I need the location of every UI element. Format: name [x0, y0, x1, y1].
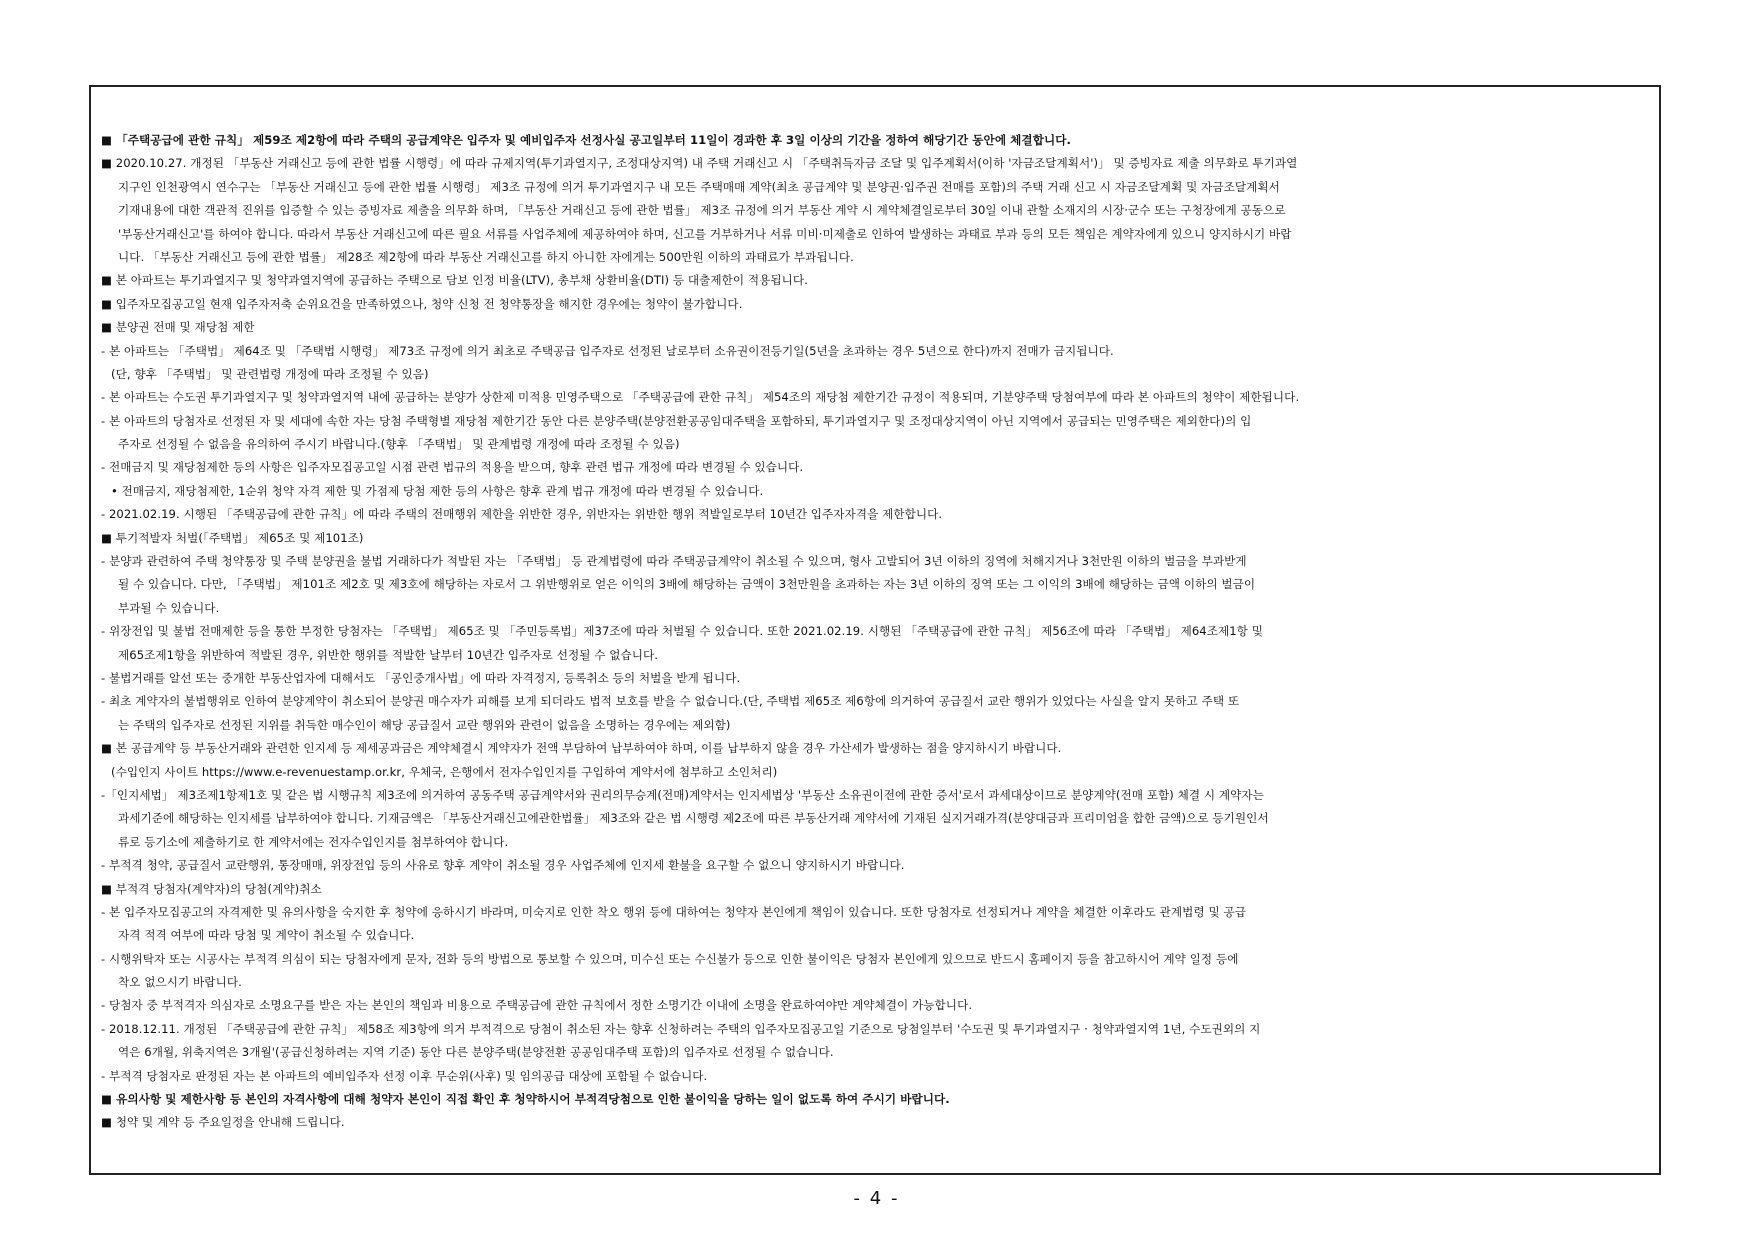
notice-line: 역은 6개월, 위축지역은 3개월'(공급신청하려는 지역 기준) 동안 다른 분양주택(분양전환 공공임대주택 포함)의 입주자로 선정될 수 없습니다. [118, 1045, 834, 1060]
notice-line: - 본 입주자모집공고의 자격제한 및 유의사항을 숙지한 후 청약에 응하시기 바라며, 미숙지로 인한 착오 행위 등에 대하여는 청약자 본인에게 책임이 있습니다. 또한 당첨자로 선정되거나 계약을 체결한 이후라도 관계법령 및 공급 [101, 904, 1246, 919]
notice-line: 류로 등기소에 제출하기로 한 계약서에는 전자수입인지를 첨부하여야 합니다. [118, 834, 509, 849]
notice-line: ■ 입주자모집공고일 현재 입주자저축 순위요건을 만족하였으나, 청약 신청 전 청약통장을 해지한 경우에는 청약이 불가합니다. [101, 296, 743, 311]
notice-line: - 당첨자 중 부적격자 의심자로 소명요구를 받은 자는 본인의 책임과 비용으로 주택공급에 관한 규칙에서 정한 소명기간 이내에 소명을 완료하여야만 계약체결이 가능합니다. [101, 998, 973, 1013]
notice-line: - 2018.12.11. 개정된 「주택공급에 관한 규칙」 제58조 제3항에 의거 부적격으로 당첨이 취소된 자는 향후 신청하려는 주택의 입주자모집공고일 기준으로 당첨일부터 '수도권 및 투기과열지구 · 청약과열지역 1년, 수도권외의 지 [101, 1021, 1261, 1036]
notice-line: 부과될 수 있습니다. [118, 600, 220, 615]
notice-line: 과세기준에 해당하는 인지세를 납부하여야 합니다. 기재금액은 「부동산거래신고에관한법률」 제3조와 같은 법 시행령 제2조에 따른 부동산거래 계약서에 기재된 실지거래가격(분양대금과 프리미엄을 합한 금액)으로 등기원인서 [118, 811, 1269, 826]
notice-line: ■ 본 공급계약 등 부동산거래와 관련한 인지세 등 제세공과금은 계약체결시 계약자가 전액 부담하여 납부하여야 하며, 이를 납부하지 않을 경우 가산세가 발생하는 점을 양지하시기 바랍니다. [101, 741, 1062, 756]
page-number: - 4 - [853, 1188, 900, 1209]
notice-line: (단, 향후 「주택법」 및 관련법령 개정에 따라 조정될 수 있음) [111, 366, 429, 381]
notice-box [89, 85, 1661, 1175]
notice-line: ■ 유의사항 및 제한사항 등 본인의 자격사항에 대해 청약자 본인이 직접 확인 후 청약하시어 부적격당첨으로 인한 불이익을 당하는 일이 없도록 하여 주시기 바랍니다. [101, 1092, 950, 1107]
notice-line: - 본 아파트의 당첨자로 선정된 자 및 세대에 속한 자는 당첨 주택형별 재당첨 제한기간 동안 다른 분양주택(분양전환공공임대주택을 포함하되, 투기과열지구 및 조정대상지역이 아닌 지역에서 공급되는 민영주택은 제외한다)의 입 [101, 413, 1252, 428]
notice-line: 될 수 있습니다. 다만, 「주택법」 제101조 제2호 및 제3호에 해당하는 자로서 그 위반행위로 얻은 이익의 3배에 해당하는 금액이 3천만원을 초과하는 자는 3년 이하의 징역 또는 그 이익의 3배에 해당하는 금액 이하의 벌금이 [118, 577, 1256, 592]
notice-line: 니다. 「부동산 거래신고 등에 관한 법률」 제28조 제2항에 따라 부동산 거래신고를 하지 아니한 자에게는 500만원 이하의 과태료가 부과됩니다. [118, 249, 854, 264]
notice-line: 주자로 선정될 수 없음을 유의하여 주시기 바랍니다.(향후 「주택법」 및 관계법령 개정에 따라 조정될 수 있음) [118, 437, 680, 452]
notice-line: - 위장전입 및 불법 전매제한 등을 통한 부정한 당첨자는 「주택법」 제65조 및 「주민등록법」제37조에 따라 처벌될 수 있습니다. 또한 2021.02.19. 시행된 「주택공급에 관한 규칙」 제56조에 따라 「주택법」 제64조제1항 및 [101, 624, 1263, 639]
notice-line: 자격 적격 여부에 따라 당첨 및 계약이 취소될 수 있습니다. [118, 928, 415, 943]
notice-line: '부동산거래신고'를 하여야 합니다. 따라서 부동산 거래신고에 따른 필요 서류를 사업주체에 제공하여야 하며, 신고를 거부하거나 서류 미비·미제출로 인하여 발생하는 과태료 부과 등의 모든 책임은 계약자에게 있으니 양지하시기 바랍 [118, 226, 1292, 241]
notice-line: (수입인지 사이트 https://www.e-revenuestamp.or.kr, 우체국, 은행에서 전자수입인지를 구입하여 계약서에 첨부하고 소인처리) [111, 764, 778, 779]
notice-line: - 전매금지 및 재당첨제한 등의 사항은 입주자모집공고일 시점 관련 법규의 적용을 받으며, 향후 관련 법규 개정에 따라 변경될 수 있습니다. [101, 460, 804, 475]
notice-line: 는 주택의 입주자로 선정된 지위를 취득한 매수인이 해당 공급질서 교란 행위와 관련이 없음을 소명하는 경우에는 제외함) [118, 717, 731, 732]
notice-line: ■ 투기적발자 처벌(「주택법」 제65조 및 제101조) [101, 530, 364, 545]
notice-line: - 시행위탁자 또는 시공사는 부적격 의심이 되는 당첨자에게 문자, 전화 등의 방법으로 통보할 수 있으며, 미수신 또는 수신불가 등으로 인한 불이익은 당첨자 본인에게 있으므로 반드시 홈페이지 등을 참고하시어 계약 일정 등에 [101, 951, 1239, 966]
notice-line: 제65조제1항을 위반하여 적발된 경우, 위반한 행위를 적발한 날부터 10년간 입주자로 선정될 수 없습니다. [118, 647, 659, 662]
notice-line: 기재내용에 대한 객관적 진위를 입증할 수 있는 증빙자료 제출을 의무화 하며, 「부동산 거래신고 등에 관한 법률」 제3조 규정에 의거 부동산 계약 시 계약체결일로부터 30일 이내 관할 소재지의 시장·군수 또는 구청장에게 공동으로 [118, 203, 1286, 218]
notice-line: ■ 「주택공급에 관한 규칙」 제59조 제2항에 따라 주택의 공급계약은 입주자 및 예비입주자 선정사실 공고일부터 11일이 경과한 후 3일 이상의 기간을 정하여 해당기간 동안에 체결합니다. [101, 133, 1071, 147]
notice-line: ■ 2020.10.27. 개정된 「부동산 거래신고 등에 관한 법률 시행령」에 따라 규제지역(투기과열지구, 조정대상지역) 내 주택 거래신고 시 「주택취득자금 조달 및 입주계획서(이하 '자금조달계획서')」 및 증빙자료 제출 의무화로 투기과열 [101, 156, 1298, 171]
notice-line: - 부적격 당첨자로 판정된 자는 본 아파트의 예비입주자 선정 이후 무순위(사후) 및 임의공급 대상에 포함될 수 없습니다. [101, 1068, 708, 1083]
notice-line: ■ 부적격 당첨자(계약자)의 당첨(계약)취소 [101, 881, 322, 896]
notice-line: - 분양과 관련하여 주택 청약통장 및 주택 분양권을 불법 거래하다가 적발된 자는 「주택법」 등 관계법령에 따라 주택공급계약이 취소될 수 있으며, 형사 고발되어 3년 이하의 징역에 처해지거나 3천만원 이하의 벌금을 부과받게 [101, 554, 1247, 569]
notice-content [101, 129, 1649, 1135]
notice-line: - 최초 계약자의 불법행위로 인하여 분양계약이 취소되어 분양권 매수자가 피해를 보게 되더라도 법적 보호를 받을 수 없습니다.(단, 주택법 제65조 제6항에 의거하여 공급질서 교란 행위가 있었다는 사실을 알지 못하고 주택 또 [101, 694, 1240, 709]
notice-line: - 2021.02.19. 시행된 「주택공급에 관한 규칙」에 따라 주택의 전매행위 제한을 위반한 경우, 위반자는 위반한 행위 적발일로부터 10년간 입주자자격을 제한합니다. [101, 507, 943, 522]
notice-line: - 부적격 청약, 공급질서 교란행위, 통장매매, 위장전입 등의 사유로 향후 계약이 취소될 경우 사업주체에 인지세 환불을 요구할 수 없으니 양지하시기 바랍니다. [101, 858, 905, 873]
notice-line: 지구인 인천광역시 연수구는 「부동산 거래신고 등에 관한 법률 시행령」 제3조 규정에 의거 투기과열지구 내 모든 주택매매 계약(최초 공급계약 및 분양권·입주권 전매를 포함)의 주택 거래 신고 시 자금조달계획 및 자금조달계획서 [118, 179, 1280, 194]
notice-line: - 본 아파트는 「주택법」 제64조 및 「주택법 시행령」 제73조 규정에 의거 최초로 주택공급 입주자로 선정된 날로부터 소유권이전등기일(5년을 초과하는 경우 5년으로 한다)까지 전매가 금지됩니다. [101, 343, 1114, 358]
notice-line: - 본 아파트는 수도권 투기과열지구 및 청약과열지역 내에 공급하는 분양가 상한제 미적용 민영주택으로 「주택공급에 관한 규칙」 제54조의 재당첨 제한기간 규정이 적용되며, 기분양주택 당첨여부에 따라 본 아파트의 청약이 제한됩니다. [101, 390, 1300, 405]
notice-line: - 불법거래를 알선 또는 중개한 부동산업자에 대해서도 「공인중개사법」에 따라 자격정지, 등록취소 등의 처벌을 받게 됩니다. [101, 670, 741, 685]
notice-line: ■ 본 아파트는 투기과열지구 및 청약과열지역에 공급하는 주택으로 담보 인정 비율(LTV), 총부채 상환비율(DTI) 등 대출제한이 적용됩니다. [101, 273, 808, 288]
notice-line: ■ 분양권 전매 및 재당첨 제한 [101, 320, 255, 335]
notice-line: -「인지세법」 제3조제1항제1호 및 같은 법 시행규칙 제3조에 의거하여 공동주택 공급계약서와 권리의무승계(전매)계약서는 인지세법상 '부동산 소유권이전에 관한 증서'로서 과세대상이므로 분양계약(전매 포함) 체결 시 계약자는 [101, 787, 1264, 802]
notice-line: • 전매금지, 재당첨제한, 1순위 청약 자격 제한 및 가점제 당첨 제한 등의 사항은 향후 관계 법규 개정에 따라 변경될 수 있습니다. [111, 483, 764, 498]
notice-line: 착오 없으시기 바랍니다. [118, 975, 242, 990]
notice-line: ■ 청약 및 계약 등 주요일정을 안내해 드립니다. [101, 1115, 345, 1130]
